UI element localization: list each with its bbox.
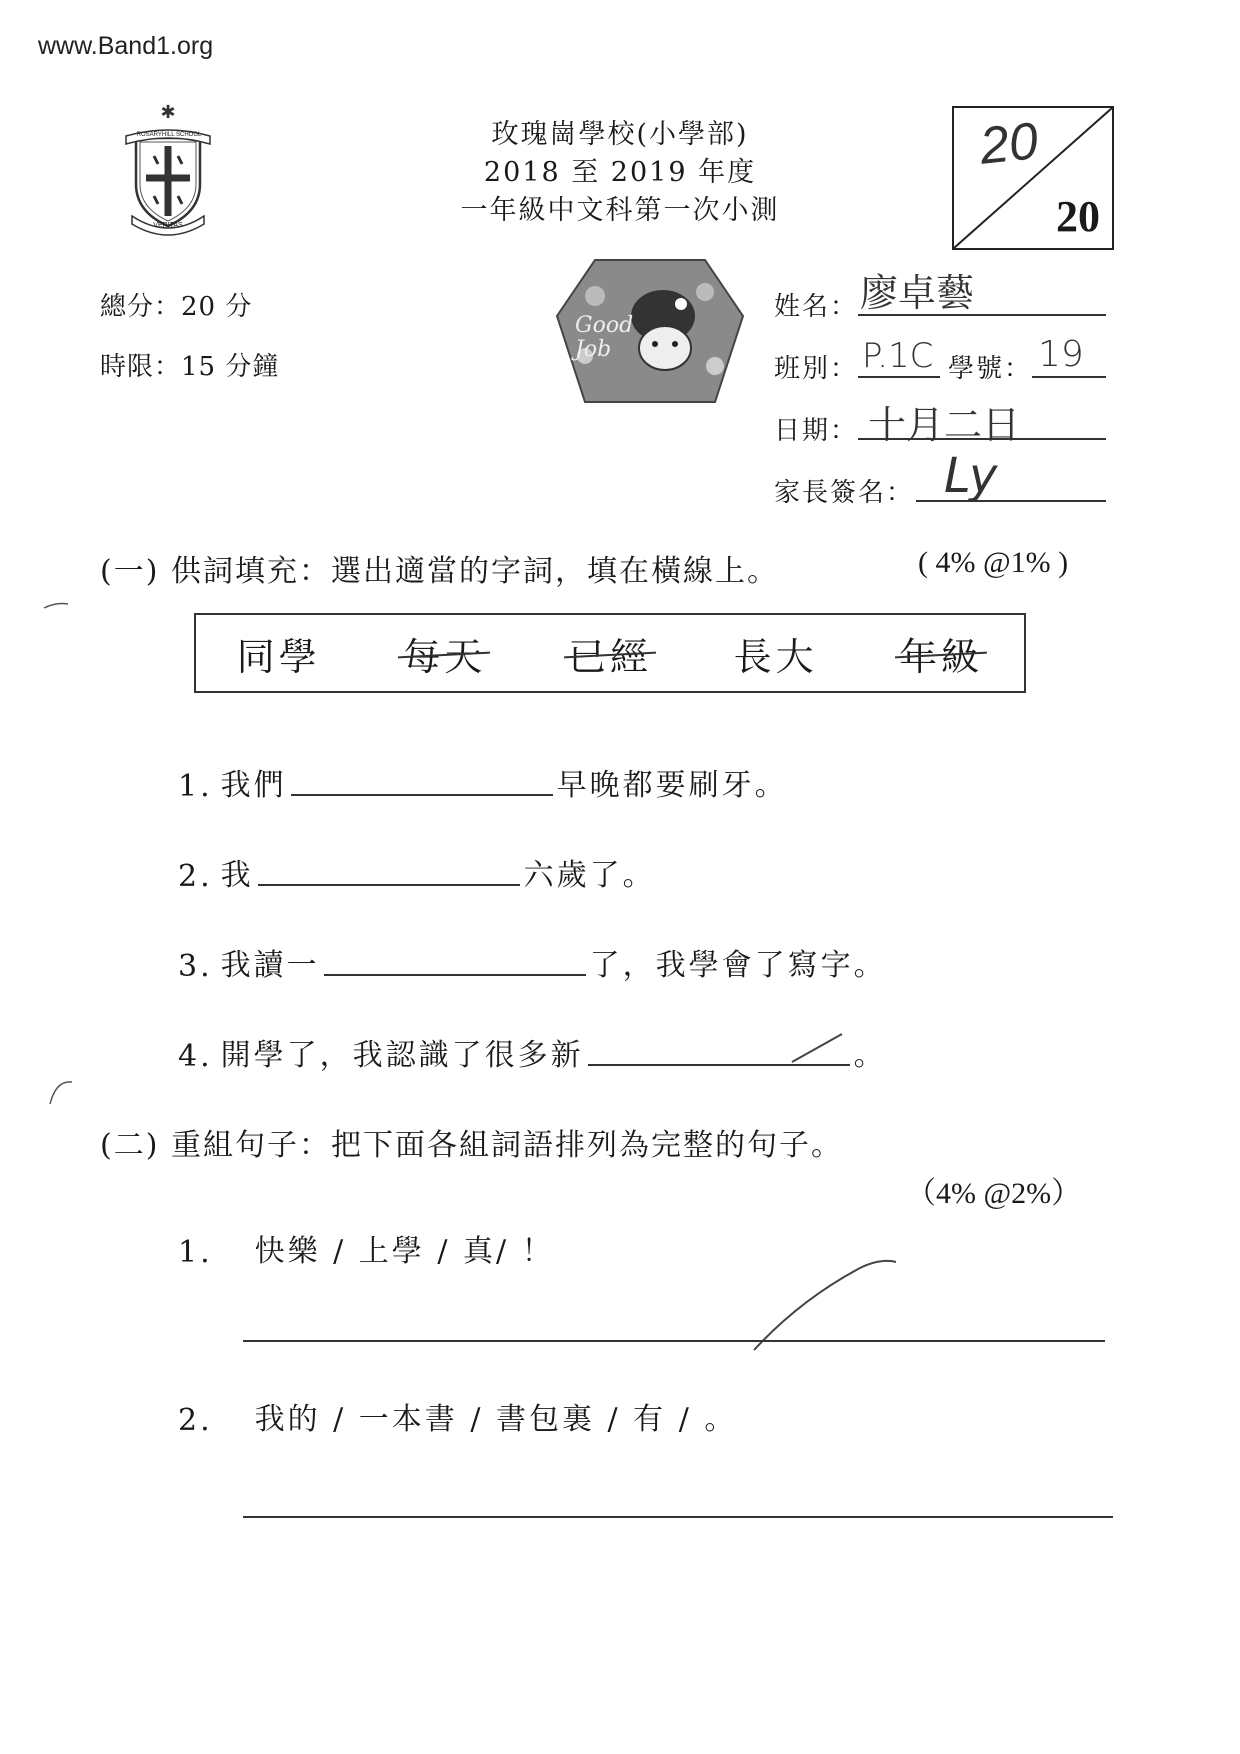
crest-top-text: ROSARYHILL SCHOOL bbox=[136, 132, 202, 138]
question-text-before: 開學了，我認識了很多新 bbox=[220, 1038, 584, 1073]
word-bank-item: 已經 bbox=[568, 626, 652, 681]
word-bank-item: 長大 bbox=[733, 634, 818, 679]
question-text: 我的 / 一本書 / 書包裏 / 有 / 。 bbox=[254, 1402, 738, 1437]
question-text-before: 我 bbox=[220, 858, 254, 893]
good-job-sticker bbox=[555, 256, 745, 406]
reorder-question-1 bbox=[178, 1226, 555, 1270]
section-2-title: (二) 重組句子：把下面各組詞語排列為完整的句子。 bbox=[100, 1128, 843, 1163]
student-number-label: 學號： bbox=[948, 354, 1033, 384]
parent-signature-label: 家長簽名： bbox=[774, 478, 915, 508]
question-text-after: 了，我學會了寫字。 bbox=[589, 948, 887, 983]
class-line bbox=[858, 376, 940, 378]
question-number: 2. bbox=[178, 859, 213, 894]
question-text-before: 我們 bbox=[220, 768, 287, 803]
fill-question-3 bbox=[178, 940, 887, 984]
question-number: 1. bbox=[178, 1235, 213, 1270]
word-bank-item: 每天 bbox=[402, 626, 486, 681]
question-number: 4. bbox=[178, 1039, 213, 1074]
time-limit: 時限：15 分鐘 bbox=[100, 352, 280, 382]
reorder-question-2 bbox=[178, 1394, 737, 1438]
sticker-text: Good Job bbox=[575, 313, 634, 362]
answer-blank[interactable] bbox=[324, 973, 586, 976]
svg-text:✱: ✱ bbox=[160, 104, 176, 123]
word-bank-item: 年級 bbox=[899, 626, 983, 681]
answer-blank[interactable] bbox=[291, 793, 553, 796]
question-text-after: 。 bbox=[853, 1038, 887, 1073]
score-obtained: 20 bbox=[977, 112, 1041, 176]
question-text: 快樂 / 上學 / 真/ ！ bbox=[254, 1234, 555, 1269]
section-1-marks: ( 4% @1% ) bbox=[918, 546, 1069, 579]
school-year: 2018 至 2019 年度 bbox=[483, 157, 757, 188]
class-value: P.1C bbox=[862, 336, 934, 376]
fill-question-2 bbox=[178, 850, 656, 894]
question-text-after: 六歲了。 bbox=[523, 858, 656, 893]
watermark: www.Band1.org bbox=[38, 32, 214, 60]
student-number-line bbox=[1032, 376, 1106, 378]
word-bank bbox=[194, 613, 1026, 693]
fill-question-1 bbox=[178, 760, 788, 804]
class-label: 班別： bbox=[774, 354, 859, 384]
school-crest bbox=[118, 104, 218, 242]
question-number: 1. bbox=[178, 769, 213, 804]
student-number-value: 19 bbox=[1038, 334, 1084, 375]
answer-line-2[interactable] bbox=[243, 1516, 1113, 1518]
answer-blank[interactable] bbox=[258, 883, 520, 886]
date-value: 十月二日 bbox=[868, 403, 1021, 447]
date-line bbox=[858, 438, 1106, 440]
question-text-after: 早晚都要刷牙。 bbox=[556, 768, 788, 803]
answer-blank[interactable] bbox=[588, 1063, 850, 1066]
school-name: 玫瑰崗學校(小學部) bbox=[491, 119, 749, 150]
date-label: 日期： bbox=[774, 416, 859, 446]
parent-signature: Ly bbox=[944, 448, 998, 504]
name-line bbox=[858, 314, 1106, 316]
fill-question-4 bbox=[178, 1030, 887, 1074]
tick-mark bbox=[754, 1261, 896, 1350]
test-title: 一年級中文科第一次小測 bbox=[460, 195, 780, 226]
name-value: 廖卓藝 bbox=[860, 271, 975, 315]
score-total: 20 bbox=[1056, 192, 1100, 241]
question-number: 3. bbox=[178, 949, 213, 984]
score-box bbox=[952, 106, 1114, 250]
question-text-before: 我讀一 bbox=[220, 948, 320, 983]
total-marks: 總分：20 分 bbox=[100, 292, 253, 322]
crest-motto: VERITAS bbox=[153, 222, 183, 229]
word-bank-item: 同學 bbox=[236, 634, 321, 679]
question-number: 2. bbox=[178, 1403, 213, 1438]
parent-signature-line bbox=[916, 500, 1106, 502]
section-2-marks: （4% @2%） bbox=[906, 1177, 1082, 1210]
answer-line-1[interactable] bbox=[243, 1340, 1105, 1342]
section-1-title: (一) 供詞填充：選出適當的字詞，填在橫線上。 bbox=[100, 554, 779, 589]
name-label: 姓名： bbox=[774, 292, 859, 322]
